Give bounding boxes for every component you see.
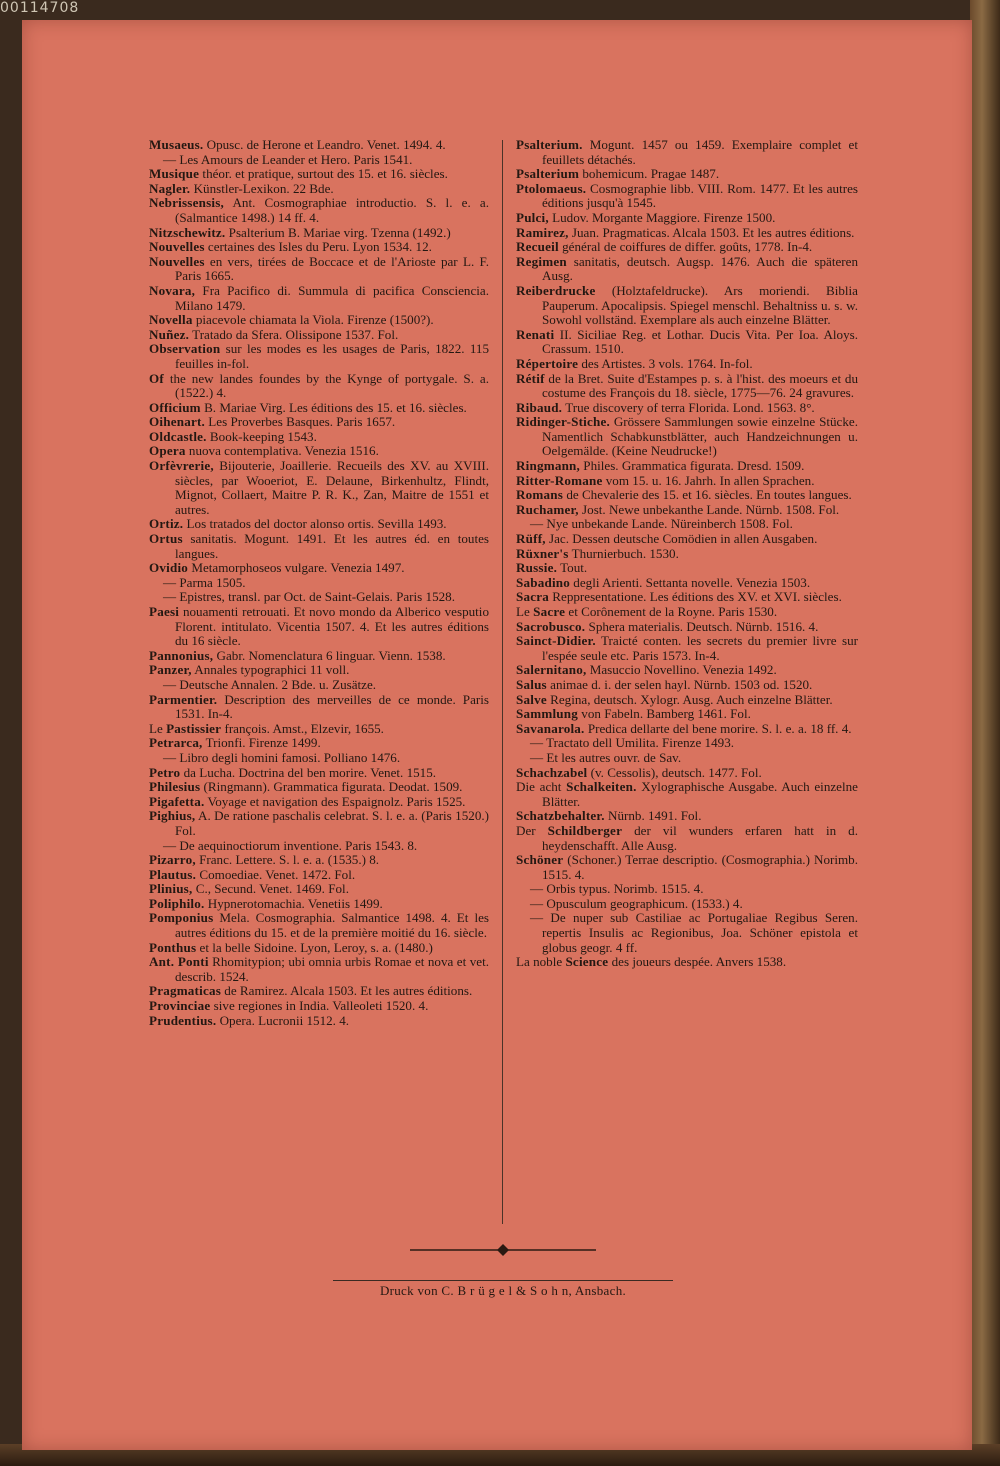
- catalogue-entry: [516, 328, 858, 357]
- catalogue-entry: [516, 955, 858, 970]
- catalogue-entry: [516, 707, 858, 722]
- entry-text: Bijouterie, Joaillerie. Recueils des XV. au XVIII. siècles, par Wooeriot, E. Delaune, Birkenhultz, Flindt, Mignot, Collaert, Maitre P. R. K., Zan, Maitre de 1551 et autres.: [175, 458, 489, 517]
- entry-text: True discovery of terra Florida. Lond. 1563. 8°.: [562, 399, 815, 415]
- entry-heading: Ortiz.: [149, 516, 184, 532]
- catalogue-entry: [516, 751, 858, 766]
- entry-heading: Ptolomaeus.: [516, 180, 587, 196]
- entry-heading: Sacra: [516, 589, 549, 605]
- entry-text: — De aequinoctiorum inventione. Paris 1543. 8.: [163, 837, 418, 853]
- catalogue-entry: [516, 240, 858, 255]
- entry-text: Gabr. Nomenclatura 6 linguar. Vienn. 1538.: [213, 647, 446, 663]
- catalogue-entry: [149, 605, 489, 649]
- catalogue-entry: [516, 167, 858, 182]
- entry-text: certaines des Isles du Peru. Lyon 1534. 12.: [204, 239, 432, 255]
- catalogue-entry: [149, 444, 489, 459]
- entry-text: II. Siciliae Reg. et Lothar. Ducis Vita. Per Ioa. Aloys. Crassum. 1510.: [542, 326, 858, 357]
- catalogue-entry: [516, 911, 858, 955]
- entry-text: et la belle Sidoine. Lyon, Leroy, s. a. (1480.): [196, 939, 433, 955]
- catalogue-entry: [516, 853, 858, 882]
- entry-text: Opusc. de Herone et Leandro. Venet. 1494. 4.: [203, 137, 446, 152]
- page-id-label: 00114708: [0, 0, 80, 16]
- entry-heading: Regimen: [516, 253, 567, 269]
- entry-text: Juan. Pragmaticas. Alcala 1503. Et les autres éditions.: [568, 224, 855, 240]
- entry-text: — Les Amours de Leander et Hero. Paris 1541.: [163, 151, 413, 167]
- catalogue-entry: [516, 211, 858, 226]
- catalogue-entry: [516, 576, 858, 591]
- entry-text: sur les modes es les usages de Paris, 1822. 115 feuilles in-fol.: [175, 341, 489, 371]
- catalogue-entry: [149, 372, 489, 401]
- catalogue-entry: [149, 342, 489, 371]
- entry-heading: Philesius: [149, 779, 201, 795]
- entry-text: Tout.: [557, 560, 588, 576]
- entry-text: Philes. Grammatica figurata. Dresd. 1509.: [580, 458, 805, 474]
- entry-heading: Schatzbehalter.: [516, 808, 605, 824]
- entry-heading: Sacrobusco.: [516, 618, 586, 634]
- catalogue-entry: [516, 736, 858, 751]
- entry-heading: Ruchamer,: [516, 501, 579, 517]
- entry-text: bohemicum. Pragae 1487.: [579, 166, 720, 182]
- catalogue-entry: [149, 868, 489, 883]
- entry-heading: Sacre: [533, 604, 566, 619]
- catalogue-entry: [516, 882, 858, 897]
- entry-heading: Oldcastle.: [149, 428, 207, 444]
- catalogue-entry: [149, 576, 489, 591]
- entry-heading: Pragmaticas: [149, 983, 222, 999]
- entry-heading: Ribaud.: [516, 399, 563, 415]
- catalogue-entry: [149, 401, 489, 416]
- entry-text: der vil wunders erfaren hatt in d. heydenschafft. Alle Ausg.: [542, 822, 858, 853]
- entry-heading: Pighius,: [149, 808, 196, 824]
- catalogue-entry: [149, 766, 489, 781]
- catalogue-entry: [516, 547, 858, 562]
- catalogue-entry: [149, 897, 489, 912]
- catalogue-entry: [516, 255, 858, 284]
- entry-prefix: Le: [149, 720, 167, 736]
- entry-heading: Psalterium.: [516, 137, 583, 152]
- entry-text: Trionfi. Firenze 1499.: [202, 735, 321, 751]
- entry-text: Künstler-Lexikon. 22 Bde.: [190, 180, 334, 196]
- entry-heading: Musaeus.: [149, 137, 204, 152]
- entry-text: Rhomitypion; ubi omnia urbis Romae et nova et vet. describ. 1524.: [175, 954, 489, 984]
- entry-heading: Ritter-Romane: [516, 472, 603, 488]
- printer-imprint: Druck von C. B r ü g e l & S o h n, Ansbach.: [379, 1283, 627, 1298]
- entry-text: — Opusculum geographicum. (1533.) 4.: [530, 895, 743, 911]
- entry-heading: Psalterium: [516, 166, 580, 182]
- entry-text: sanitatis, deutsch. Augsp. 1476. Auch die späteren Ausg.: [542, 253, 858, 284]
- entry-text: Cosmographie libb. VIII. Rom. 1477. Et les autres éditions jusqu'à 1545.: [542, 180, 858, 211]
- entry-heading: Novella: [149, 312, 193, 328]
- entry-heading: Ovidio: [149, 560, 189, 576]
- entry-heading: Recueil: [516, 239, 559, 255]
- entry-heading: Opera: [149, 443, 186, 459]
- entry-text: — Parma 1505.: [163, 574, 246, 590]
- entry-heading: Ridinger-Stiche.: [516, 414, 610, 430]
- catalogue-entry: [149, 955, 489, 984]
- entry-text: Traicté conten. les secrets du premier livre sur l'espée seule etc. Paris 1573. In-4.: [542, 633, 858, 663]
- entry-heading: Nitzschewitz.: [149, 224, 226, 240]
- catalogue-entry: [149, 678, 489, 693]
- entry-text: Mogunt. 1457 ou 1459. Exemplaire complet et feuillets détachés.: [542, 137, 858, 167]
- entry-text: Ludov. Morgante Maggiore. Firenze 1500.: [548, 209, 776, 225]
- entry-text: théor. et pratique, surtout des 15. et 16. siècles.: [199, 166, 448, 182]
- entry-heading: Nagler.: [149, 180, 191, 196]
- entry-heading: Pizarro,: [149, 852, 196, 868]
- footer-rule: [333, 1280, 673, 1281]
- entry-prefix: Der: [516, 822, 548, 838]
- entry-heading: Schildberger: [547, 822, 623, 838]
- entry-text: Metamorphoseos vulgare. Venezia 1497.: [188, 560, 405, 576]
- catalogue-entry: [149, 590, 489, 605]
- catalogue-entry: [149, 196, 489, 225]
- entry-text: vom 15. u. 16. Jahrh. In allen Sprachen.: [602, 472, 815, 488]
- entry-heading: Petro: [149, 764, 181, 780]
- entry-text: Voyage et navigation des Espaignolz. Paris 1525.: [204, 793, 466, 809]
- entry-text: en vers, tirées de Boccace et de l'Arioste par L. F. Paris 1665.: [175, 253, 489, 284]
- entry-text: Opera. Lucronii 1512. 4.: [216, 1012, 350, 1028]
- entry-heading: Salus: [516, 676, 547, 692]
- catalogue-entry: [149, 182, 489, 197]
- catalogue-entry: [149, 226, 489, 241]
- entry-text: Sphera materialis. Deutsch. Nürnb. 1516. 4.: [585, 618, 819, 634]
- catalogue-entry: [149, 853, 489, 868]
- entry-heading: Musique: [149, 166, 200, 182]
- entry-heading: Of: [149, 370, 164, 386]
- entry-heading: Parmentier.: [149, 691, 218, 707]
- entry-text: sive regiones in India. Valleoleti 1520. 4.: [210, 998, 429, 1014]
- catalogue-entry: [516, 663, 858, 678]
- entry-text: degli Arienti. Settanta novelle. Venezia 1503.: [570, 574, 811, 590]
- catalogue-entry: [516, 284, 858, 328]
- entry-heading: Ringmann,: [516, 458, 581, 474]
- catalogue-entry: [516, 488, 858, 503]
- entry-text: Regina, deutsch. Xylogr. Ausg. Auch einzelne Blätter.: [546, 691, 833, 707]
- entry-heading: Répertoire: [516, 355, 579, 371]
- catalogue-entry: [149, 663, 489, 678]
- entry-heading: Petrarca,: [149, 735, 203, 751]
- catalogue-entry: [149, 839, 489, 854]
- right-column: [516, 138, 858, 970]
- catalogue-entry: [516, 138, 858, 167]
- entry-text: nuova contemplativa. Venezia 1516.: [185, 443, 379, 459]
- left-column: [149, 138, 489, 1028]
- entry-text: B. Mariae Virg. Les éditions des 15. et 16. siècles.: [200, 399, 467, 415]
- catalogue-entry: [516, 401, 858, 416]
- entry-text: de Chevalerie des 15. et 16. siècles. En toutes langues.: [563, 487, 852, 503]
- entry-text: (Schoner.) Terrae descriptio. (Cosmographia.) Norimb. 1515. 4.: [542, 852, 858, 882]
- entry-text: — Nye unbekande Lande. Nüreinberch 1508. Fol.: [530, 516, 793, 532]
- entry-text: A. De ratione paschalis celebrat. S. l. e. a. (Paris 1520.) Fol.: [175, 808, 489, 838]
- entry-heading: Sabadino: [516, 574, 571, 590]
- catalogue-entry: [516, 634, 858, 663]
- entry-heading: Romans: [516, 487, 564, 503]
- entry-text: général de coiffures de differ. goûts, 1778. In-4.: [558, 239, 813, 255]
- catalogue-entry: [149, 415, 489, 430]
- entry-prefix: La noble: [516, 954, 566, 970]
- catalogue-entry: [516, 590, 858, 605]
- entry-text: Franc. Lettere. S. l. e. a. (1535.) 8.: [195, 852, 380, 868]
- entry-text: Nürnb. 1491. Fol.: [604, 808, 702, 824]
- entry-prefix: Die acht: [516, 779, 567, 795]
- catalogue-entry: [149, 1014, 489, 1029]
- entry-heading: Savanarola.: [516, 720, 585, 736]
- entry-heading: Nouvelles: [149, 253, 205, 269]
- entry-heading: Provinciae: [149, 998, 211, 1014]
- entry-heading: Sammlung: [516, 706, 578, 722]
- entry-text: — Epistres, transl. par Oct. de Saint-Gelais. Paris 1528.: [163, 589, 456, 605]
- entry-heading: Schalkeiten.: [566, 779, 637, 795]
- entry-heading: Oihenart.: [149, 414, 205, 430]
- entry-heading: Rüxner's: [516, 545, 569, 561]
- entry-text: Masuccio Novellino. Venezia 1492.: [586, 662, 777, 678]
- entry-text: Ant. Cosmographiae introductio. S. l. e. a. (Salmantice 1498.) 14 ff. 4.: [175, 195, 489, 225]
- catalogue-entry: [149, 722, 489, 737]
- entry-text: Jac. Dessen deutsche Comödien in allen Ausgaben.: [545, 531, 818, 547]
- entry-text: Les Proverbes Basques. Paris 1657.: [205, 414, 396, 430]
- entry-heading: Pulci,: [516, 209, 549, 225]
- catalogue-entry: [149, 751, 489, 766]
- entry-text: animae d. i. der selen hayl. Nürnb. 1503 od. 1520.: [546, 676, 813, 692]
- entry-text: Description des merveilles de ce monde. Paris 1531. In-4.: [175, 691, 489, 722]
- entry-heading: Rétif: [516, 370, 545, 386]
- entry-text: Book-keeping 1543.: [206, 428, 317, 444]
- entry-text: (v. Cessolis), deutsch. 1477. Fol.: [587, 764, 762, 780]
- catalogue-entry: [516, 605, 858, 620]
- entry-text: the new landes foundes by the Kynge of portygale. S. a. (1522.) 4.: [163, 370, 489, 401]
- catalogue-entry: [516, 517, 858, 532]
- entry-text: Annales typographici 11 voll.: [191, 662, 350, 678]
- entry-text: — De nuper sub Castiliae ac Portugaliae Regibus Seren. repertis Insulis ac Regionibus, Joa. Schöner epistola et globus geogr. 4 ff.: [530, 910, 858, 955]
- catalogue-entry: [149, 984, 489, 999]
- entry-heading: Ramirez,: [516, 224, 569, 240]
- entry-heading: Ponthus: [149, 939, 197, 955]
- catalogue-entry: [516, 722, 858, 737]
- entry-text: Reppresentatione. Les éditions des XV. et XVI. siècles.: [549, 589, 842, 605]
- entry-prefix: Le: [516, 604, 534, 619]
- entry-text: Xylographische Ausgabe. Auch einzelne Blätter.: [542, 779, 858, 809]
- entry-heading: Nebrissensis,: [149, 195, 224, 211]
- entry-text: Predica dellarte del bene morire. S. l. e. a. 18 ff. 4.: [584, 720, 852, 736]
- entry-heading: Russie.: [516, 560, 558, 576]
- catalogue-entry: [149, 153, 489, 168]
- entry-text: C., Secund. Venet. 1469. Fol.: [192, 881, 349, 897]
- catalogue-entry: [149, 561, 489, 576]
- entry-text: Jost. Newe unbekanthe Lande. Nürnb. 1508. Fol.: [578, 501, 840, 517]
- entry-heading: Prudentius.: [149, 1012, 217, 1028]
- catalogue-entry: [516, 766, 858, 781]
- entry-heading: Science: [565, 954, 609, 970]
- entry-text: Tratado da Sfera. Olissipone 1537. Fol.: [189, 326, 399, 342]
- entry-heading: Sainct-Didier.: [516, 633, 596, 649]
- entry-heading: Orfèvrerie,: [149, 458, 214, 474]
- catalogue-entry: [149, 780, 489, 795]
- entry-heading: Novara,: [149, 282, 196, 298]
- catalogue-entry: [149, 328, 489, 343]
- catalogue-entry: [149, 138, 489, 153]
- entry-heading: Panzer,: [149, 662, 192, 678]
- catalogue-entry: [149, 882, 489, 897]
- entry-text: — Deutsche Annalen. 2 Bde. u. Zusätze.: [163, 676, 377, 692]
- catalogue-entry: [516, 780, 858, 809]
- catalogue-entry: [149, 736, 489, 751]
- catalogue-entry: [149, 255, 489, 284]
- entry-heading: Pannonius,: [149, 647, 214, 663]
- catalogue-entry: [516, 897, 858, 912]
- catalogue-entry: [516, 693, 858, 708]
- catalogue-entry: [516, 809, 858, 824]
- catalogue-entry: [149, 941, 489, 956]
- entry-text: nouamenti retrouati. Et novo mondo da Alberico vesputio Florent. intitulato. Vicentia 1507. 4. Et les autres éditions du 16 siècle.: [175, 604, 489, 649]
- entry-text: sanitatis. Mogunt. 1491. Et les autres éd. en toutes langues.: [175, 531, 489, 561]
- entry-heading: Rüff,: [516, 531, 546, 547]
- entry-text: Hypnerotomachia. Venetiis 1499.: [204, 895, 383, 911]
- entry-text: — Et les autres ouvr. de Sav.: [530, 749, 682, 765]
- catalogue-entry: [516, 474, 858, 489]
- entry-heading: Pigafetta.: [149, 793, 205, 809]
- entry-text: Fra Pacifico di. Summula di pacifica Consciencia. Milano 1479.: [175, 282, 489, 313]
- catalogue-entry: [516, 620, 858, 635]
- entry-heading: Renati: [516, 326, 555, 342]
- entry-text: Grössere Sammlungen sowie einzelne Stücke. Namentlich Schabkunstblätter, auch Handzeichnungen u. Oelgemälde. (Keine Neudrucke!): [542, 414, 858, 459]
- catalogue-entry: [149, 517, 489, 532]
- catalogue-entry: [149, 459, 489, 517]
- entry-heading: Nuñez.: [149, 326, 190, 342]
- entry-text: — Tractato dell Umilita. Firenze 1493.: [530, 735, 735, 751]
- entry-text: Los tratados del doctor alonso ortis. Sevilla 1493.: [183, 516, 447, 532]
- entry-text: piacevole chiamata la Viola. Firenze (1500?).: [192, 312, 434, 328]
- entry-heading: Paesi: [149, 604, 180, 619]
- catalogue-entry: [149, 284, 489, 313]
- entry-text: de Ramirez. Alcala 1503. Et les autres éditions.: [221, 983, 473, 999]
- catalogue-entry: [516, 182, 858, 211]
- entry-heading: Salve: [516, 691, 547, 707]
- entry-text: des joueurs despée. Anvers 1538.: [608, 954, 787, 970]
- entry-text: (Ringmann). Grammatica figurata. Deodat. 1509.: [200, 779, 463, 795]
- entry-heading: Schöner: [516, 852, 564, 868]
- entry-heading: Plautus.: [149, 866, 197, 882]
- entry-text: Mela. Cosmographia. Salmantice 1498. 4. Et les autres éditions du 15. et de la première moitié du 16. siècle.: [175, 910, 489, 941]
- entry-heading: Reiberdrucke: [516, 282, 596, 298]
- entry-text: Comoediae. Venet. 1472. Fol.: [196, 866, 356, 882]
- catalogue-entry: [516, 678, 858, 693]
- entry-text: da Lucha. Doctrina del ben morire. Venet. 1515.: [180, 764, 437, 780]
- entry-heading: Schachzabel: [516, 764, 588, 780]
- catalogue-entry: [149, 693, 489, 722]
- entry-heading: Ant. Ponti: [149, 954, 209, 970]
- catalogue-entry: [516, 226, 858, 241]
- catalogue-entry: [149, 911, 489, 940]
- catalogue-entry: [516, 459, 858, 474]
- catalogue-entry: [149, 167, 489, 182]
- catalogue-entry: [516, 415, 858, 459]
- entry-text: de la Bret. Suite d'Estampes p. s. à l'hist. des moeurs et du costume des François du 18. siècle, 1775—76. 24 gravures.: [542, 370, 858, 401]
- entry-text: von Fabeln. Bamberg 1461. Fol.: [578, 706, 751, 722]
- entry-heading: Poliphilo.: [149, 895, 205, 911]
- entry-heading: Officium: [149, 399, 201, 415]
- catalogue-entry: [516, 561, 858, 576]
- entry-heading: Pomponius: [149, 910, 214, 926]
- entry-text: Thurnierbuch. 1530.: [568, 545, 679, 561]
- entry-heading: Salernitano,: [516, 662, 587, 678]
- ornament-rule-icon: [410, 1243, 596, 1257]
- catalogue-entry: [516, 357, 858, 372]
- catalogue-entry: [516, 503, 858, 518]
- book-page-edge: [970, 0, 1000, 1466]
- entry-heading: Observation: [149, 341, 221, 357]
- catalogue-entry: [149, 430, 489, 445]
- catalogue-entry: [516, 372, 858, 401]
- catalogue-entry: [516, 824, 858, 853]
- entry-text: — Libro degli homini famosi. Polliano 1476.: [163, 749, 401, 765]
- catalogue-entry: [516, 532, 858, 547]
- catalogue-entry: [149, 240, 489, 255]
- entry-text: — Orbis typus. Norimb. 1515. 4.: [530, 881, 704, 897]
- catalogue-entry: [149, 532, 489, 561]
- entry-heading: Pastissier: [166, 720, 222, 736]
- catalogue-entry: [149, 795, 489, 810]
- entry-text: Psalterium B. Mariae virg. Tzenna (1492.): [225, 224, 451, 240]
- entry-text: françois. Amst., Elzevir, 1655.: [221, 720, 384, 736]
- column-divider: [502, 140, 503, 1224]
- catalogue-entry: [149, 649, 489, 664]
- entry-text: (Holztafeldrucke). Ars moriendi. Biblia Pauperum. Apocalipsis. Spiegel menschl. Behaltniss u. s. w. Sowohl vollständ. Exemplare als auch einzelne Blätter.: [542, 282, 858, 328]
- catalogue-entry: [149, 999, 489, 1014]
- catalogue-entry: [149, 809, 489, 838]
- entry-text: des Artistes. 3 vols. 1764. In-fol.: [578, 355, 753, 371]
- entry-heading: Ortus: [149, 531, 183, 547]
- entry-heading: Nouvelles: [149, 239, 205, 255]
- entry-text: et Corônement de la Royne. Paris 1530.: [565, 604, 778, 619]
- catalogue-entry: [149, 313, 489, 328]
- entry-heading: Plinius,: [149, 881, 193, 897]
